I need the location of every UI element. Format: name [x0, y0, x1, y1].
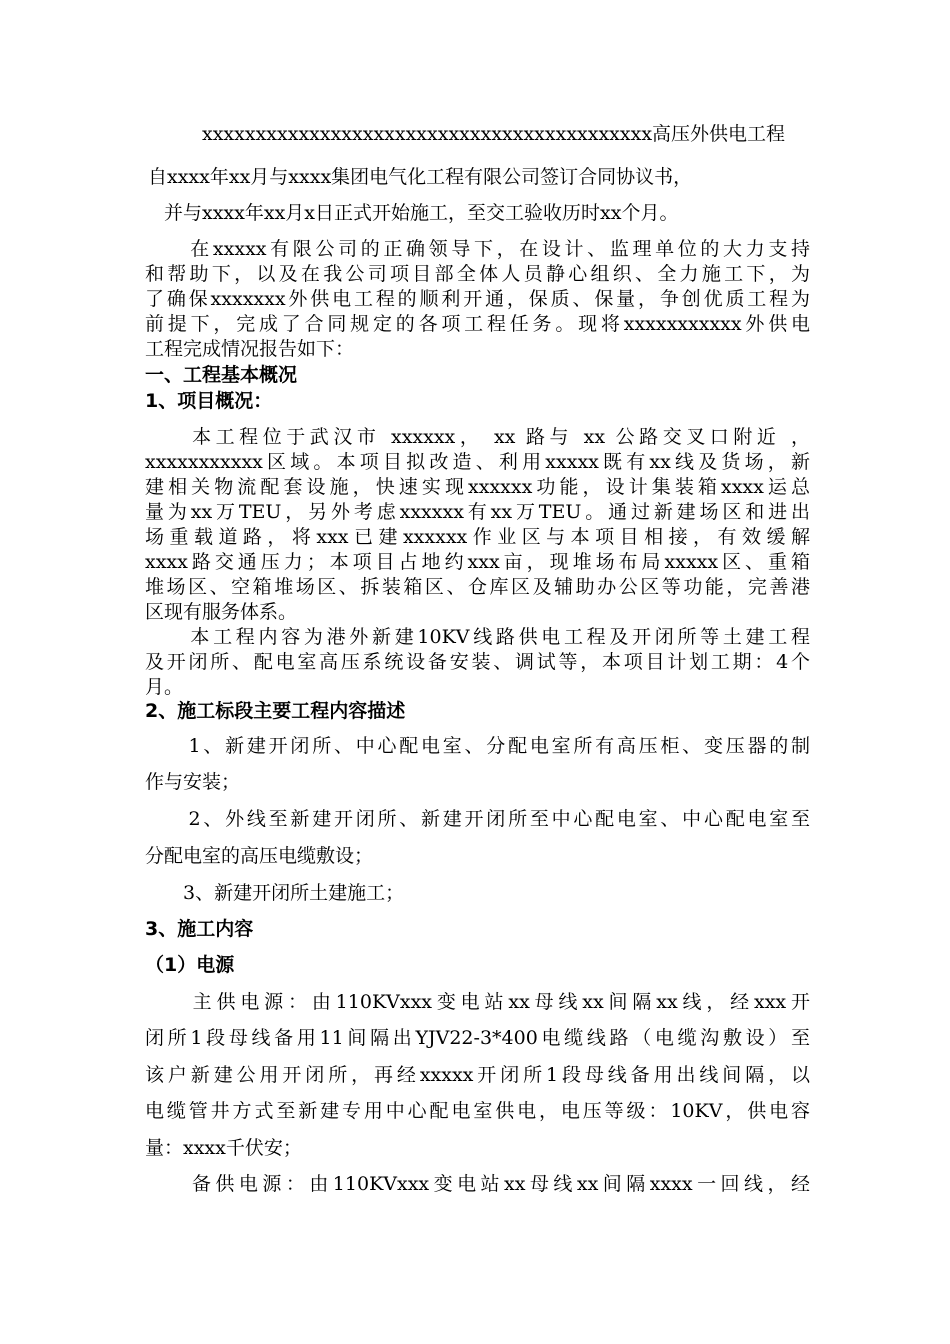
item-line-1: 1、新建开闭所、中心配电室、分配电室所有高压柜、变压器的制 — [145, 735, 810, 757]
para2-line-1: 本工程位于武汉市 xxxxxx， xx 路与 xx 公路交叉口附近 ， — [145, 426, 810, 448]
para2-line-4: 量为xx万TEU，另外考虑xxxxxx有xx万TEU。通过新建场区和进出 — [145, 501, 810, 523]
item-line-4: 分配电室的高压电缆敷设； — [145, 845, 374, 867]
para2-line-3: 建相关物流配套设施，快速实现xxxxxx功能，设计集装箱xxxx运总 — [145, 476, 810, 498]
para1-line-1: 在xxxxx有限公司的正确领导下，在设计、监理单位的大力支持 — [145, 238, 810, 260]
item-line-3: 2、外线至新建开闭所、新建开闭所至中心配电室、中心配电室至 — [145, 808, 810, 830]
para4-line-1: 主供电源：由110KVxxx变电站xx母线xx间隔xx线，经xxx开 — [145, 991, 810, 1013]
para1-line-4: 前提下，完成了合同规定的各项工程任务。现将xxxxxxxxxxx外供电 — [145, 313, 810, 335]
subsection-title-scope: 2、施工标段主要工程内容描述 — [145, 700, 406, 722]
para1-line-5: 工程完成情况报告如下： — [145, 338, 355, 360]
para3-line-1: 本工程内容为港外新建10KV线路供电工程及开闭所等土建工程 — [145, 626, 810, 648]
subsection-title-project: 1、项目概况： — [145, 390, 273, 412]
para2-line-5: 场重载道路，将xxx已建xxxxxx作业区与本项目相接，有效缓解 — [145, 526, 810, 548]
para2-line-6: xxxx路交通压力；本项目占地约xxx亩，现堆场布局xxxxx区、重箱 — [145, 551, 810, 573]
subsection-title-content: 3、施工内容 — [145, 918, 254, 940]
item-line-5: 3、新建开闭所土建施工； — [145, 882, 405, 904]
para3-line-2: 及开闭所、配电室高压系统设备安装、调试等，本项目计划工期：4个 — [145, 651, 810, 673]
intro-line-1: xxxxxxxxxxxxxxxxxxxxxxxxxxxxxxxxxxxxxxxxxx高压外供电工程 — [202, 123, 786, 145]
para4-line-6: 备供电源：由110KVxxx变电站xx母线xx间隔xxxx一回线，经 — [145, 1173, 810, 1195]
para2-line-2: xxxxxxxxxxx区域。本项目拟改造、利用xxxxx既有xx线及货场，新 — [145, 451, 810, 473]
item-line-2: 作与安装； — [145, 771, 241, 793]
para2-line-8: 区现有服务体系。 — [145, 601, 298, 623]
para2-line-7: 堆场区、空箱堆场区、拆装箱区、仓库区及辅助办公区等功能，完善港 — [145, 576, 810, 598]
para4-line-3: 该户新建公用开闭所，再经xxxxx开闭所1段母线备用出线间隔，以 — [145, 1064, 810, 1086]
para4-line-2: 闭所1段母线备用11间隔出YJV22-3*400电缆线路（电缆沟敷设）至 — [145, 1027, 810, 1049]
subsection-title-power: （1）电源 — [145, 954, 235, 976]
intro-line-2: 自xxxx年xx月与xxxx集团电气化工程有限公司签订合同协议书， — [148, 166, 693, 188]
para1-line-3: 了确保xxxxxxx外供电工程的顺利开通，保质、保量，争创优质工程为 — [145, 288, 810, 310]
para3-line-3: 月。 — [145, 676, 184, 698]
para4-line-4: 电缆管井方式至新建专用中心配电室供电，电压等级：10KV，供电容 — [145, 1100, 810, 1122]
intro-line-3: 并与xxxx年xx月x日正式开始施工，至交工验收历时xx个月。 — [164, 202, 679, 224]
para4-line-5: 量：xxxx千伏安； — [145, 1137, 302, 1159]
section-title-overview: 一、工程基本概况 — [145, 364, 298, 386]
para1-line-2: 和帮助下，以及在我公司项目部全体人员静心组织、全力施工下，为 — [145, 263, 810, 285]
